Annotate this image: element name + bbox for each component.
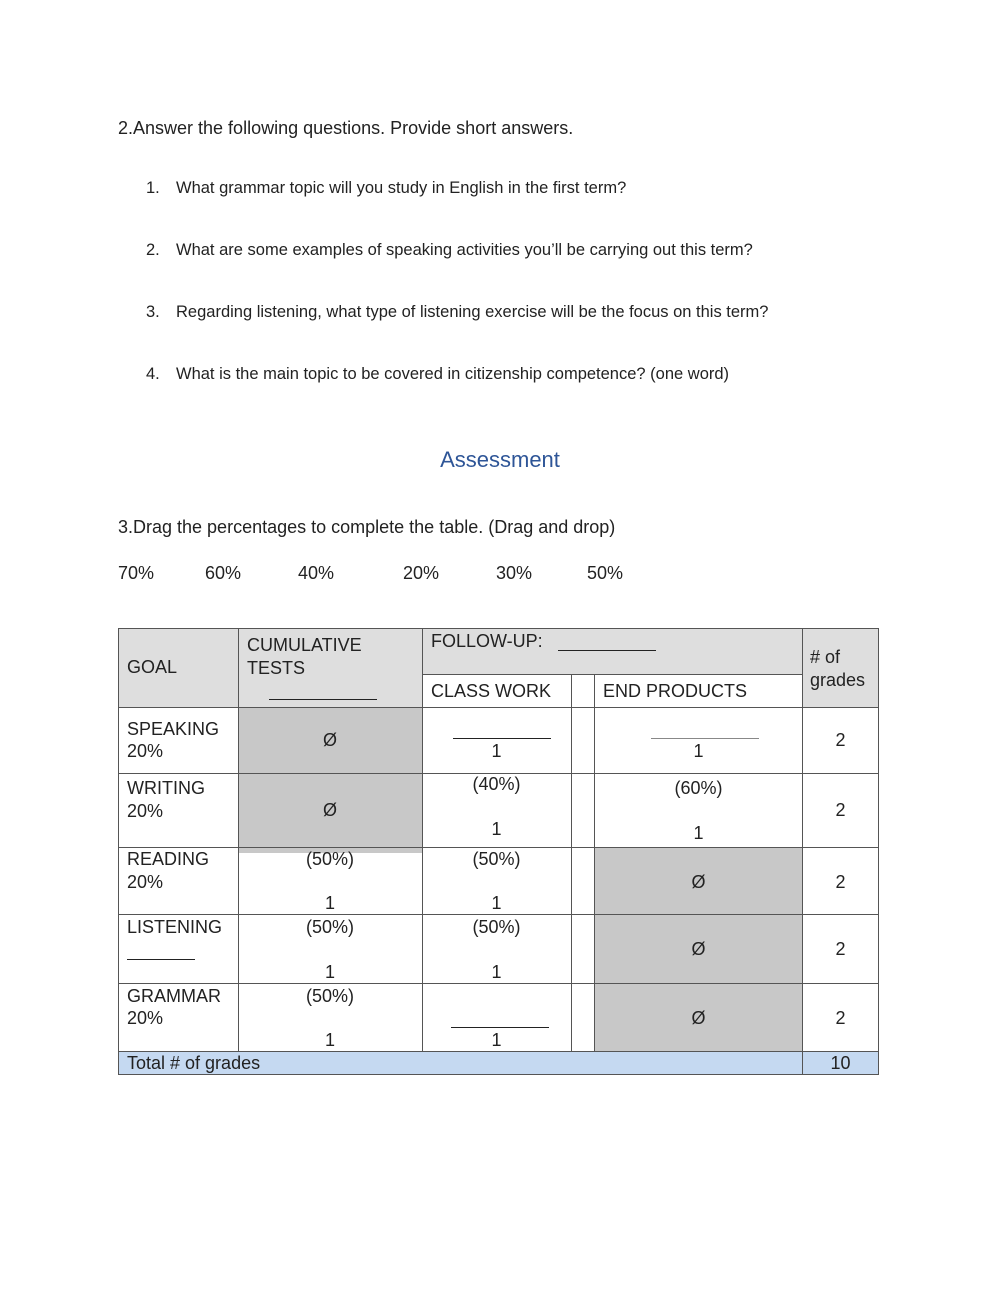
end-products-count: 1	[693, 741, 704, 761]
end-products-na-symbol: Ø	[691, 1008, 706, 1028]
row-goal: WRITING	[127, 778, 205, 798]
percent-chip-40[interactable]: 40%	[298, 563, 335, 583]
grades-count: 2	[835, 939, 846, 959]
cumulative-count: 1	[324, 1030, 335, 1050]
cumulative-pct: (50%)	[305, 849, 354, 869]
percent-chip-70[interactable]: 70%	[118, 563, 155, 583]
drag-heading: 3.Drag the percentages to complete the table. (Drag and drop)	[118, 517, 616, 537]
question-item	[146, 241, 768, 303]
cumulative-pct: (50%)	[305, 986, 354, 1006]
end-products-na-symbol: Ø	[691, 939, 706, 959]
question-number: 3.	[146, 303, 160, 321]
question-number: 2.	[146, 241, 160, 259]
class-work-header: CLASS WORK	[431, 681, 552, 701]
cumulative-header-line1: CUMULATIVE	[247, 635, 362, 655]
follow-up-header: FOLLOW-UP:	[431, 631, 543, 651]
row-goal-pct: 20%	[127, 872, 164, 892]
grades-count: 2	[835, 1008, 846, 1028]
end-products-na-symbol: Ø	[691, 872, 706, 892]
class-work-count: 1	[491, 741, 502, 761]
assessment-title: Assessment	[440, 447, 560, 472]
cumulative-count: 1	[324, 962, 335, 982]
class-work-blank[interactable]	[453, 738, 551, 739]
class-work-count: 1	[491, 893, 502, 913]
class-work-count: 1	[491, 819, 502, 839]
question-item	[146, 179, 768, 241]
goal-header: GOAL	[127, 657, 178, 677]
grades-header-fill	[802, 628, 879, 708]
row-goal-pct: 20%	[127, 741, 164, 761]
row-goal-pct: 20%	[127, 801, 164, 821]
row-goal: LISTENING	[127, 917, 223, 937]
grades-count: 2	[835, 872, 846, 892]
class-work-pct: (40%)	[472, 774, 521, 794]
grades-count: 2	[835, 800, 846, 820]
question-item	[146, 303, 768, 365]
percent-chip-60[interactable]: 60%	[205, 563, 242, 583]
follow-up-blank[interactable]	[558, 650, 656, 651]
end-products-count: 1	[693, 823, 704, 843]
question-text: Regarding listening, what type of listening exercise will be the focus on this term?	[176, 303, 769, 321]
questions-heading: 2.Answer the following questions. Provide short answers.	[118, 118, 574, 138]
class-work-pct: (50%)	[472, 849, 521, 869]
question-text: What is the main topic to be covered in citizenship competence? (one word)	[176, 365, 730, 383]
question-text: What are some examples of speaking activities you’ll be carrying out this term?	[176, 241, 753, 259]
grades-header-line1: # of	[810, 647, 841, 667]
end-products-pct: (60%)	[674, 778, 723, 798]
cumulative-blank[interactable]	[269, 699, 377, 700]
question-text: What grammar topic will you study in English in the first term?	[176, 179, 627, 197]
cumulative-count: 1	[324, 893, 335, 913]
cumulative-na-symbol: Ø	[322, 800, 337, 820]
questions-list	[146, 179, 768, 427]
end-products-blank[interactable]	[651, 738, 759, 739]
row-goal-pct: 20%	[127, 1008, 164, 1028]
cumulative-na-symbol: Ø	[322, 730, 337, 750]
total-value: 10	[830, 1053, 851, 1073]
row-goal: READING	[127, 849, 210, 869]
grades-count: 2	[835, 730, 846, 750]
assessment-table	[118, 628, 879, 1075]
percent-chip-20[interactable]: 20%	[403, 563, 440, 583]
class-work-count: 1	[491, 1030, 502, 1050]
cumulative-pct: (50%)	[305, 917, 354, 937]
class-work-pct: (50%)	[472, 917, 521, 937]
question-number: 1.	[146, 179, 160, 197]
grades-header-line2: grades	[810, 670, 866, 690]
class-work-blank[interactable]	[451, 1027, 549, 1028]
question-item	[146, 365, 768, 427]
listening-pct-blank[interactable]	[127, 959, 195, 960]
end-products-header: END PRODUCTS	[603, 681, 748, 701]
percent-chip-50[interactable]: 50%	[587, 563, 624, 583]
row-goal: SPEAKING	[127, 719, 220, 739]
percent-chip-30[interactable]: 30%	[496, 563, 533, 583]
class-work-count: 1	[491, 962, 502, 982]
cumulative-header-line2: TESTS	[247, 658, 306, 678]
row-goal: GRAMMAR	[127, 986, 221, 1006]
total-label: Total # of grades	[127, 1053, 261, 1073]
question-number: 4.	[146, 365, 160, 383]
